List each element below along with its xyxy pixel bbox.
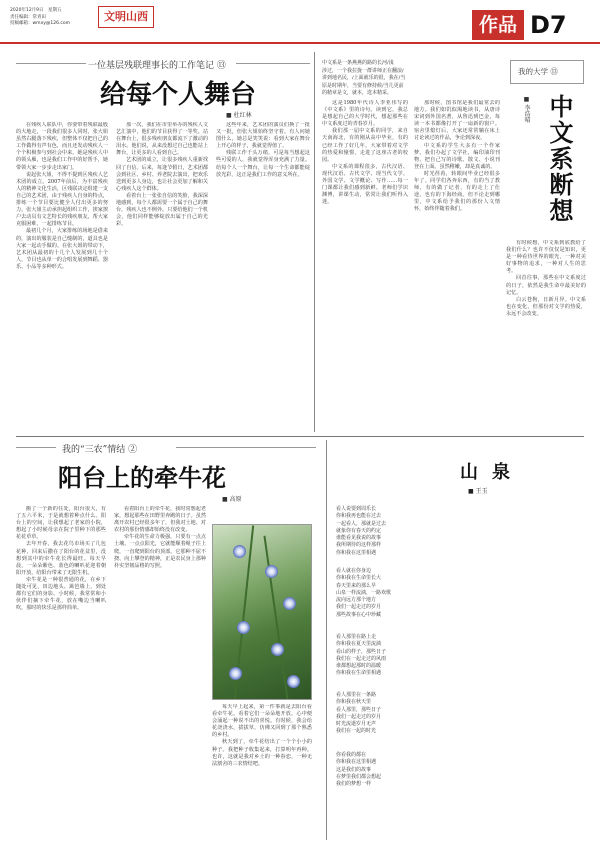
article-text-column — [16, 122, 108, 428]
paragraph: 搬了一个新的住处，阳台很大，有了五六平米，于是就想着种点什么。阳台上的空间，让我想起了老家的小院，想起了小时候母亲在院子里种下的那些花花草草。 — [16, 506, 106, 541]
poem-line: 你和我在这里相遇 — [336, 759, 377, 766]
article-kicker: 我的“三农”情结 ② — [62, 445, 138, 455]
flower — [233, 545, 246, 558]
quote-line: 的精章是文，就本，选本精采。 — [322, 90, 393, 97]
paragraph: 这些年来，艺术团的演员们换了一批又一批，但张大姐始终坚守着。有人问她图什么，她总是笑笑说：看到大家在舞台上开心的样子，我就觉得值了。 — [216, 122, 310, 150]
poem-line: 春天里来的那么早 — [336, 582, 377, 589]
flower — [237, 621, 250, 634]
paragraph: 牵牛花是一种很普通的花，在乡下随处可见，田边地头、篱笆墙上，到处都有它们的身影。小时候，我常常和小伙伴们摘下牵牛花，放在嘴边当喇叭吹，那时的快乐是那样简单。 — [16, 576, 106, 612]
poem-line: 我们的梦想一样 — [336, 781, 372, 788]
paragraph: 最初几个月，大家排练的场地是借来的，演出的服装是自己缝制的，道具也是大家一起动手做的。在张大姐的带动下，艺术团从最初的十几个人发展到几十个人，节目也从单一的合唱发展到舞蹈、器乐、小品等多种形式。 — [16, 228, 108, 270]
paragraph: 每天早上起来，第一件事就是去阳台看看牵牛花。看着它们一朵朵地开放，心中便会涌起一种说不出的喜悦。有时候，我会给花浇浇水，拔拔草，仿佛又回到了那个熟悉的乡村。 — [212, 704, 312, 739]
poem-stanza — [336, 692, 381, 736]
article-headline: 阳台上的牵牛花 — [58, 464, 226, 492]
masthead-logo: 文明山西 — [98, 6, 154, 28]
masthead — [0, 0, 600, 44]
paragraph: 这是1980年代诗人李亚伟写的《中文系》里的诗句。读到它，我总是想起自己的大学时代，想起那些在中文系度过的青春岁月。 — [322, 100, 408, 128]
poem-line: 你和我在生命里相遇 — [336, 670, 382, 677]
quote-line: 讲到地名民，/上面就乐的很，我在/当 — [322, 75, 406, 82]
page-number: D7 — [530, 11, 567, 39]
poem-title: 山泉 — [460, 462, 524, 483]
quote-line: 中文系是一条燕燕的路的长河/浅 — [322, 60, 394, 66]
column-divider — [326, 440, 327, 840]
poem-line: 看人说要到周乐长 — [336, 506, 377, 512]
poem-line: 看山的样子，那些日子 — [336, 648, 387, 655]
poem-line: 时光流逝岁月无声 — [336, 721, 377, 728]
paragraph: 白云苍狗，日新月异。中文系也在变化，但那份对文学的热爱，永远不会改变。 — [506, 296, 586, 317]
column-byline: ■ 李浩晴 — [523, 96, 530, 123]
article-text-column — [116, 122, 208, 428]
poem-line: 我们在一起的时光 — [336, 728, 377, 735]
paragraph: 那时候，图书馆是我们最常去的地方。我们如饥似渴地读书，从唐诗宋词到外国名著，从鲁迅到巴金，每读一本书都像打开了一扇新的窗户。宿舍里熄灯后，大家还常常躺在床上讨论读过的作品，争论到深夜。 — [414, 100, 500, 142]
paragraph: 有时候想，中文系到底教给了我们什么？也许不仅仅是知识，更是一种看待世界的眼光，一种对美好事物的追求，一种对人生的思考。 — [506, 240, 586, 275]
article-kicker: 一位基层残联理事长的工作笔记 ⑬ — [88, 61, 226, 71]
article-text-column — [16, 506, 106, 840]
article-headline: 给每个人舞台 — [100, 80, 257, 110]
flower — [287, 675, 300, 688]
poem-stanza — [336, 568, 391, 619]
paragraph: 中文系的课程很多，古代汉语、现代汉语、古代文学、现当代文学、外国文学、文学概论、写作……每一门课都让我们感到新鲜。老师们学识渊博，讲课生动，常常让我们听得入迷。 — [322, 163, 408, 206]
paragraph: 秋天到了，牵牛花结出了一个个小小的种子。我把种子收集起来，打算明年再种。也许，这就是我对乡土的一种眷恋，一种无法割舍的三农情结吧。 — [212, 739, 312, 767]
paragraph: 看着台上一张张自信的笑脸，我深深地感到，每个人都需要一个属于自己的舞台，残疾人也不例外。只要给他们一个机会，他们同样能够绽放出属于自己的光彩。 — [116, 192, 208, 228]
poem-line: 我们一起走过的岁月 — [336, 604, 382, 611]
poem-line: 我们一起走过的岁月 — [336, 713, 382, 720]
poem-line: 你和我在秋天里 — [336, 699, 372, 706]
series-label: 我的大学 ⑬ — [518, 67, 558, 76]
paragraph: 牵牛花的生命力极强，只要有一点点土壤、一点点阳光，它就能顺着绳子往上爬，一直爬到阳台的顶部。它那种不屈不挠、向上攀登的精神，正是农民身上那种朴实坚韧品格的写照。 — [114, 534, 206, 569]
article-text-column — [322, 100, 408, 428]
poem-line: 你和我在夏天里流淌 — [336, 641, 382, 648]
poem-line: 我所期待的这样那样 — [336, 542, 382, 549]
kicker-rule-right — [176, 447, 316, 448]
article-text-column — [114, 506, 206, 840]
masthead-contact: 投稿邮箱：wmxy@126.com — [10, 21, 71, 26]
poem-line: 你和我再也能在过去 — [336, 513, 382, 520]
article-text-column — [212, 704, 312, 840]
poem-line: 谁都想起那时的温暖 — [336, 663, 382, 670]
flower — [229, 667, 242, 680]
paragraph: 中文系的学生大多有一个作家梦。我们办起了文学社，编印油印刊物，把自己写的诗歌、散文、小说刊登在上面。虽然稚嫩，却是真诚的。 — [414, 142, 500, 170]
article-text-column — [506, 240, 586, 428]
poem-line: 在梦里我们都会想起 — [336, 773, 382, 780]
poem-line: 我们在一起走过的风雨 — [336, 655, 387, 662]
article-byline: ■ 高原 — [222, 496, 242, 503]
poem-line: 一起看人，那就是过去 — [336, 520, 387, 527]
section-tab: 作品 — [472, 10, 524, 40]
paragraph: 看着阳台上的牵牛花，我时常想起老家，想起那些在田野里奔跑的日子。虽然离开农村已经很多年了，但我对土地、对农村的那份情感却始终没有改变。 — [114, 506, 206, 534]
poem-line: 谁能看见我说的故事 — [336, 535, 382, 542]
poem-line: 看人那里在一条路 — [336, 692, 377, 698]
poem-stanza — [336, 506, 386, 557]
column-vertical-title: 中文系断想 — [545, 94, 573, 224]
column-intro-quote — [322, 60, 502, 98]
quote-line: 原是时期年，当要有修持候/当几更前 — [322, 82, 404, 89]
article-text-column — [414, 100, 500, 428]
poem-line: 你看我的都在 — [336, 752, 367, 758]
paragraph: 在残疾人联队中，你要带着残联最殷的大地走，一段我们很多人同时，张大姐虽然右腿落下残疾，但整体不仅把自己的工作做得有声有色，而且还发动残疾人一个个积极参与到社会中来。她是残疾人中的领头雁，也是我们工作中的好帮手，她带领大家一步步走出家门。 — [16, 122, 108, 171]
poem-line: 你和我在这里相遇 — [336, 549, 377, 556]
article-text-column — [216, 122, 310, 428]
poem-line: 流向远方那个地方 — [336, 597, 377, 604]
poem-line: 看人就在你身边 — [336, 568, 372, 574]
poem-line: 看人那里在路上走 — [336, 634, 377, 640]
poem-line: 山泉一样流淌，一路欢歌 — [336, 589, 392, 596]
morning-glory-photo — [212, 524, 312, 700]
poem-stanza — [336, 752, 381, 788]
poem-line: 那些故事在心中珍藏 — [336, 611, 382, 618]
kicker-rule-left — [16, 447, 56, 448]
flower — [283, 597, 296, 610]
paragraph: 我们那一届中文系的同学，来自天南海北，有的刚从高中毕业，有的已经工作了好几年。大家带着对文学的热爱和憧憬，走进了这座古老的校园。 — [322, 128, 408, 163]
paragraph: 说起张大姐，不得不提到区残疾人艺术团的成立。2007年前后，为丰富残疾人的精神文化生活，区残联决定组建一支自己的艺术团，由于残疾人自身的特点，排练一个节目要比健全人付出更多的努力。张大姐主动承担起组织工作，挨家挨户去动员有文艺特长的残疾朋友，帮大家克服困难，一起排练节目。 — [16, 171, 108, 228]
poem-line: 就象你有春天的约定 — [336, 527, 382, 534]
paragraph: 时光荏苒，转眼间毕业已经很多年了。同学们各奔东西，有的当了教师，有的做了记者，有的走上了仕途，也有的下海经商。但不论走到哪里，中文系给予我们的那份人文情怀，始终伴随着我们。 — [414, 170, 500, 213]
paragraph: 回首往事，那些在中文系度过的日子，依然是我生命中最美好的记忆。 — [506, 275, 586, 296]
masthead-editor: 责任编辑：常青田 — [10, 14, 46, 20]
vine-stem — [263, 536, 288, 700]
poem-stanza — [336, 634, 386, 678]
poem-line: 看人那里，那些日子 — [336, 706, 382, 713]
masthead-info — [10, 8, 70, 28]
flower — [271, 643, 284, 656]
paragraph: 艺术团的成立，让很多残疾人重新找回了自信。后来，每逢节假日，艺术团都会到社区、乡村、养老院去演出，把欢乐送到更多人身边，也让社会更加了解和关心残疾人这个群体。 — [116, 157, 208, 192]
article-byline: ■ 杜红林 — [226, 112, 252, 119]
flower — [265, 565, 278, 578]
paragraph: 那一次，我们在市里举办的残疾人文艺汇演中，他们的节目获得了一等奖。站在舞台上，很多残疾朋友都流下了激动的泪水。他们说，从来没想过自己也能站上舞台，让更多的人看到自己。 — [116, 122, 208, 157]
masthead-date: 2020年12月9日 星期五 — [10, 8, 62, 13]
quote-line: 涉过，一个我拉拢一群讲师正在翻浪/ — [322, 67, 404, 74]
kicker-rule-right — [236, 63, 310, 64]
column-divider — [314, 52, 315, 432]
poem-line: 这是我们的故事 — [336, 766, 372, 773]
paragraph: 残联工作千头万绪，可是每当想起这些可爱的人，我就觉得浑身充满了力量。给每个人一个舞台，让每一个生命都能绽放光彩，这正是我们工作的意义所在。 — [216, 150, 310, 178]
section-divider — [16, 436, 584, 437]
poem-author: ■ 王玉 — [468, 488, 488, 495]
kicker-rule-left — [16, 63, 86, 64]
poem-line: 你和我在生命里长大 — [336, 575, 382, 582]
paragraph: 去年开春，我去花鸟市场买了几包花种，回来后撒在了阳台的花盆里，没想到其中的牵牛花长得最旺。每天早晨，一朵朵紫色、蓝色的喇叭花迎着朝阳开放，给阳台带来了无限生机。 — [16, 541, 106, 576]
